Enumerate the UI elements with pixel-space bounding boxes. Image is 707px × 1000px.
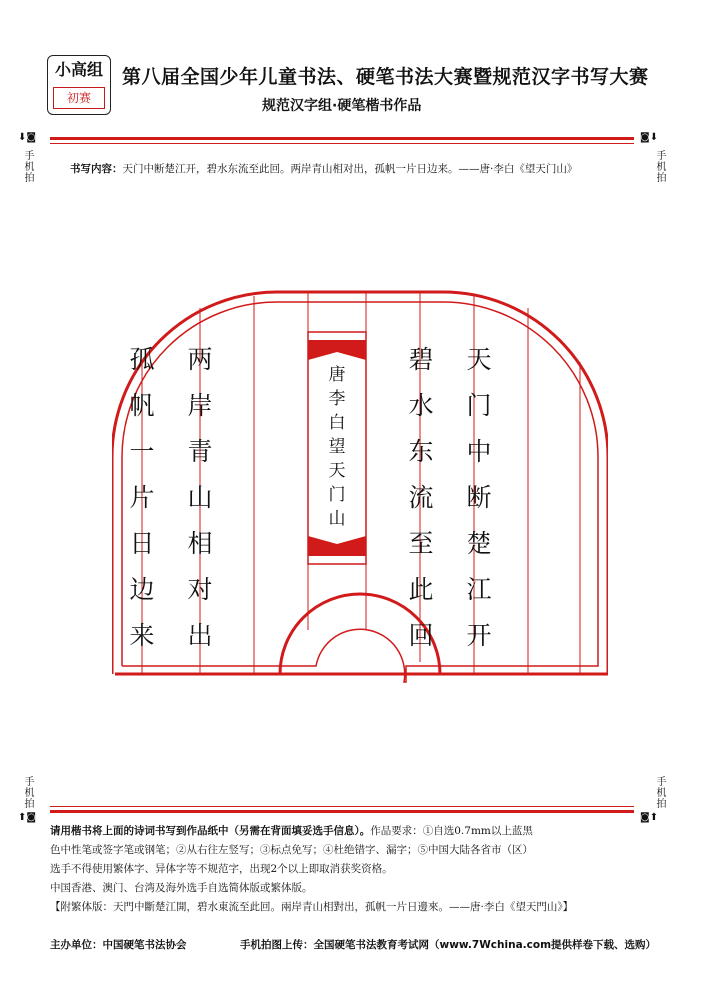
camera-arrow-icon: ◙⬇ [640, 132, 659, 143]
poem-char: 一 [129, 437, 155, 466]
instructions-line2: 色中性笔或签字笔或钢笔；②从右往左竖写；③标点免写；④杜绝错字、漏字；⑤中国大陆各省市（区） [50, 844, 533, 856]
phone-shot-label-left: 手机拍 [22, 150, 33, 183]
poem-char: 碧 [408, 345, 434, 374]
poem-char: 来 [129, 621, 155, 650]
poem-char: 相 [187, 529, 213, 558]
poem-char: 山 [187, 483, 213, 512]
poem-char: 此 [408, 575, 434, 604]
upload-info: 手机拍图上传：全国硬笔书法教育考试网（www.7Wchina.com提供样卷下载、选购） [240, 939, 657, 951]
signature-char: 山 [328, 509, 346, 529]
poem-char: 开 [466, 621, 492, 650]
poem-char: 日 [129, 529, 155, 558]
signature-char: 望 [328, 437, 346, 457]
phone-shot-label-right-bottom: 手机拍 [654, 776, 665, 809]
instructions-line4: 中国香港、澳门、台湾及海外选手自选简体版或繁体版。 [50, 882, 313, 894]
poem-char: 至 [408, 529, 434, 558]
poem-char: 片 [129, 483, 155, 512]
page-subtitle: 规范汉字组·硬笔楷书作品 [262, 98, 422, 114]
top-rule-thick [50, 137, 634, 140]
poem-char: 流 [408, 483, 434, 512]
poem-char: 孤 [129, 345, 155, 374]
signature-char: 李 [328, 389, 346, 409]
poem-char: 天 [466, 345, 492, 374]
poem-char: 帆 [129, 391, 155, 420]
signature-char: 白 [328, 413, 346, 433]
bottom-rule-thick [50, 810, 634, 813]
camera-arrow-icon: ⬇◙ [18, 132, 37, 143]
poem-char: 楚 [466, 529, 492, 558]
round-label: 初赛 [53, 87, 105, 109]
page-title: 第八届全国少年儿童书法、硬笔书法大赛暨规范汉字书写大赛 [122, 66, 649, 88]
instructions-line5: 【附繁体版：天門中斷楚江開，碧水東流至此回。兩岸青山相對出，孤帆一片日邊來。——唐·李白《望天門山》】 [50, 901, 574, 913]
writing-content-label: 书写内容： [70, 163, 123, 175]
instructions [50, 822, 650, 917]
poem-char: 边 [129, 575, 155, 604]
poem-char: 断 [466, 483, 492, 512]
writing-content-text: 天门中断楚江开，碧水东流至此回。两岸青山相对出，孤帆一片日边来。——唐·李白《望天门山》 [122, 163, 578, 175]
poem-char: 门 [466, 391, 492, 420]
camera-arrow-icon: ◙⬆ [640, 812, 659, 823]
poem-char: 东 [408, 437, 434, 466]
poem-char: 出 [187, 621, 213, 650]
poem-char: 江 [466, 575, 492, 604]
signature-char: 门 [328, 485, 346, 505]
poem-char: 岸 [187, 391, 213, 420]
poem-char: 对 [187, 575, 213, 604]
writing-content [70, 161, 577, 176]
phone-shot-label-left-bottom: 手机拍 [22, 776, 33, 809]
top-rule-thin [50, 143, 634, 144]
organizer: 主办单位：中国硬笔书法协会 [50, 939, 187, 951]
poem-char: 回 [408, 621, 434, 650]
poem-char: 青 [187, 437, 213, 466]
phone-shot-label-right: 手机拍 [654, 150, 665, 183]
instructions-line3: 选手不得使用繁体字、异体字等不规范字，出现2个以上即取消获奖资格。 [50, 863, 393, 875]
poem-char: 两 [187, 345, 213, 374]
level-badge [47, 55, 111, 115]
camera-arrow-icon: ⬆◙ [18, 812, 37, 823]
bottom-rule-thin [50, 806, 634, 807]
instructions-line1: 作品要求：①自选0.7mm以上蓝黑 [370, 825, 533, 837]
poem-char: 中 [466, 437, 492, 466]
signature-char: 天 [328, 461, 346, 481]
instructions-lead: 请用楷书将上面的诗词书写到作品纸中（另需在背面填妥选手信息）。 [50, 825, 371, 837]
signature-char: 唐 [328, 365, 346, 385]
poem-char: 水 [408, 391, 434, 420]
level-label: 小高组 [54, 60, 103, 79]
